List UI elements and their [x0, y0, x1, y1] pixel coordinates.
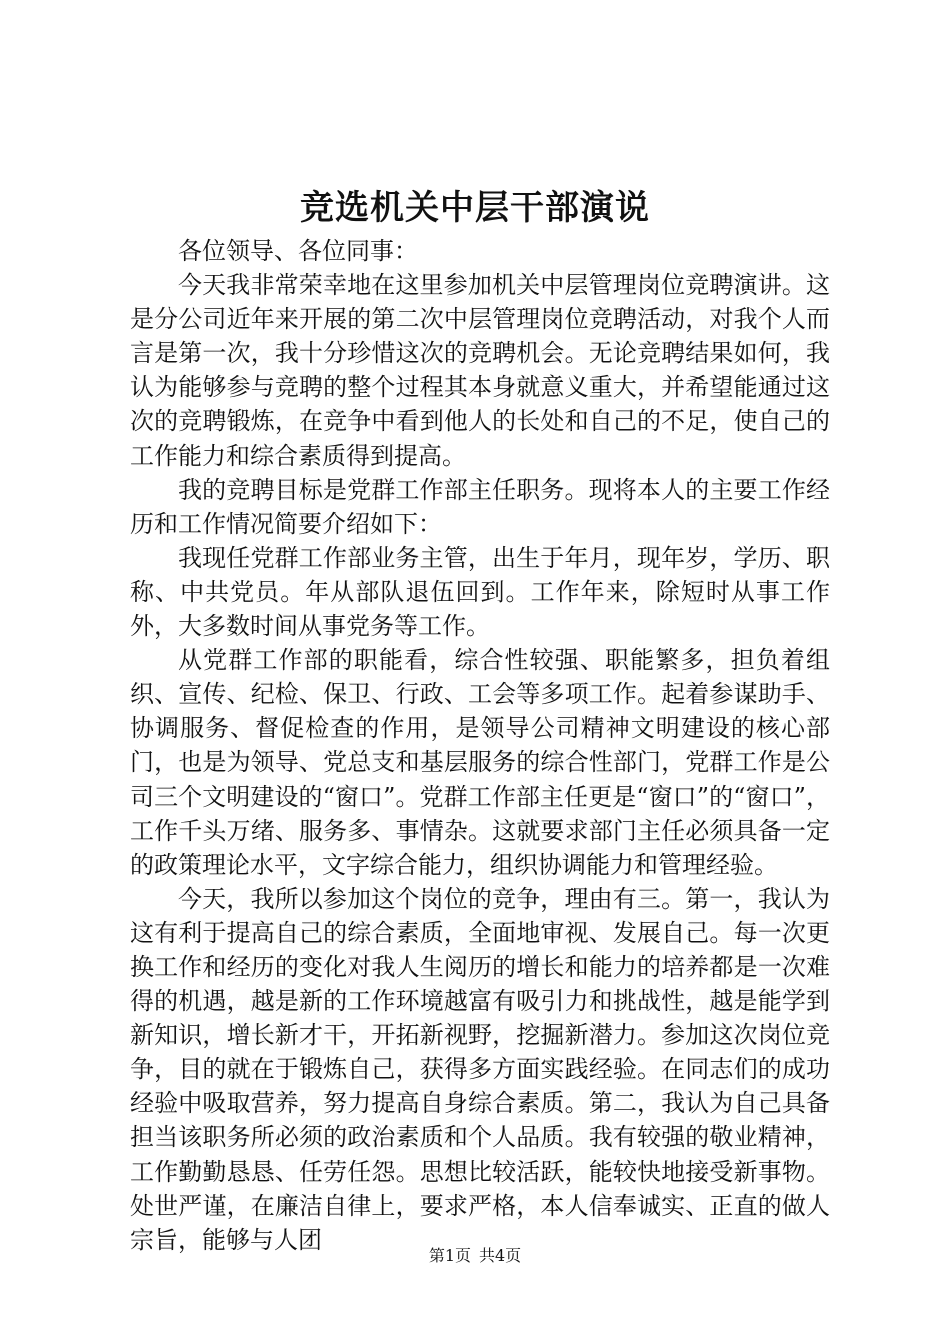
department-role-paragraph: 从党群工作部的职能看，综合性较强、职能繁多，担负着组织、宣传、纪检、保卫、行政、工会等多项工作。起着参谋助手、协调服务、督促检查的作用，是领导公司精神文明建设的核心部门，也是为领导、党总支和基层服务的综合性部门，党群工作是公司三个文明建设的“窗口”。党群工作部主任更是“窗口”的“窗口”，工作千头万绪、服务多、事情杂。这就要求部门主任必须具备一定的政策理论水平，文字综合能力，组织协调能力和管理经验。 — [130, 646, 830, 879]
page-total: 共4页 — [479, 1246, 522, 1265]
background-paragraph: 我现任党群工作部业务主管，出生于年月，现年岁，学历、职称、中共党员。年从部队退伍回到。工作年来，除短时从事工作外，大多数时间从事党务等工作。 — [130, 543, 830, 641]
target-paragraph: 我的竞聘目标是党群工作部主任职务。现将本人的主要工作经历和工作情况简要介绍如下： — [130, 475, 830, 538]
document-body — [130, 234, 830, 1257]
intro-paragraph: 今天我非常荣幸地在这里参加机关中层管理岗位竞聘演讲。这是分公司近年来开展的第二次中层管理岗位竞聘活动，对我个人而言是第一次，我十分珍惜这次的竞聘机会。无论竞聘结果如何，我认为能够参与竞聘的整个过程其本身就意义重大，并希望能通过这次的竞聘锻炼，在竞争中看到他人的长处和自己的不足，使自己的工作能力和综合素质得到提高。 — [130, 271, 830, 470]
page-title: 竞选机关中层干部演说 — [300, 188, 650, 228]
page-number: 第1页 — [428, 1246, 471, 1265]
salutation-paragraph: 各位领导、各位同事： — [178, 237, 418, 265]
reasons-paragraph: 今天，我所以参加这个岗位的竞争，理由有三。第一，我认为这有利于提高自己的综合素质，全面地审视、发展自己。每一次更换工作和经历的变化对我人生阅历的增长和能力的培养都是一次难得的机遇，越是新的工作环境越富有吸引力和挑战性，越是能学到新知识，增长新才干，开拓新视野，挖掘新潜力。参加这次岗位竞争，目的就在于锻炼自己，获得多方面实践经验。在同志们的成功经验中吸取营养，努力提高自身综合素质。第二，我认为自己具备担当该职务所必须的政治素质和个人品质。我有较强的敬业精神，工作勤勤恳恳、任劳任怨。思想比较活跃，能较快地接受新事物。处世严谨，在廉洁自律上，要求严格，本人信奉诚实、正直的做人宗旨，能够与人团 — [130, 884, 830, 1254]
page-footer — [0, 1245, 950, 1267]
